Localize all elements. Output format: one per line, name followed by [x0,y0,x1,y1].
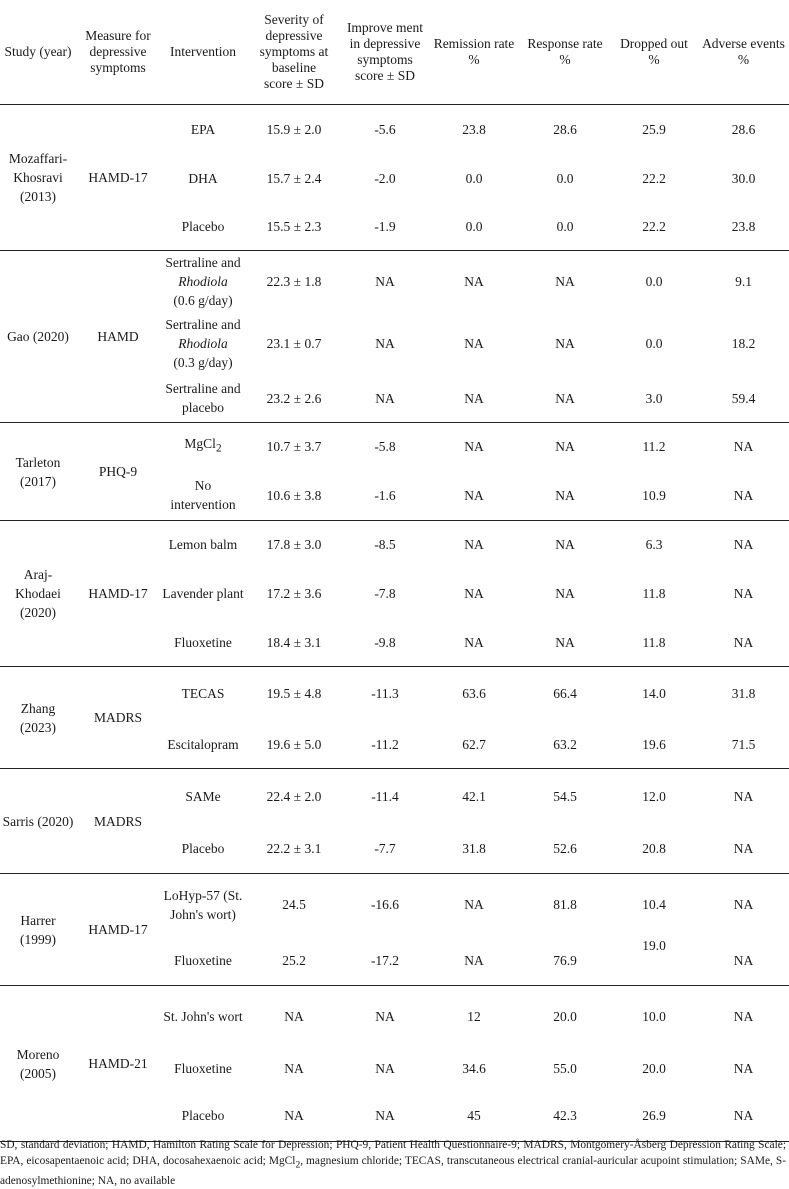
remission: 0.0 [465,171,483,186]
baseline: NA [284,1009,304,1025]
adverse-events: 31.8 [731,686,756,702]
baseline: NA [284,1107,304,1123]
dropped-out: 11.8 [642,586,666,601]
improvement: NA [375,274,395,290]
dropped-out: 12.0 [642,788,666,804]
intervention: SAMe [185,788,221,804]
intervention: Escitalopram [167,736,239,752]
adverse-events: NA [733,840,754,856]
adverse-events: NA [733,788,754,804]
study-group [0,769,789,874]
improvement: -11.3 [371,686,399,702]
response: NA [555,390,575,406]
response: 52.6 [553,840,577,856]
dropped-out: 10.4 [642,897,666,913]
remission: 45 [467,1107,481,1123]
dropped-out: 25.9 [642,122,666,138]
study-group [0,986,789,1142]
baseline: 15.5 ± 2.3 [266,218,322,234]
improvement: NA [375,1009,395,1025]
dropped-out: 14.0 [642,686,666,702]
adverse-events: NA [733,439,754,455]
improvement: -5.8 [374,439,396,455]
improvement: -11.4 [371,788,399,804]
adverse-events: NA [733,952,754,968]
study-name: Gao (2020) [7,329,69,344]
remission: 23.8 [462,122,486,138]
remission: NA [464,952,484,968]
baseline: 25.2 [282,952,306,968]
intervention: Fluoxetine [174,634,232,650]
header-intervention: Intervention [160,0,246,105]
adverse-events: 28.6 [731,122,756,138]
table-row [0,105,789,155]
baseline: 23.1 ± 0.7 [266,336,322,351]
remission: NA [464,897,484,913]
remission: NA [464,487,484,503]
remission: 12 [467,1009,481,1025]
adverse-events: NA [733,1107,754,1123]
table-row [0,667,789,721]
improvement: -1.6 [374,487,396,503]
response: 81.8 [553,897,577,913]
study-group [0,521,789,667]
improvement: -11.2 [371,736,399,752]
intervention: Lavender plant [162,586,244,601]
response: NA [555,537,575,553]
adverse-events: NA [733,634,754,650]
intervention: Placebo [181,1107,225,1123]
intervention: MgCl$_2$ [184,436,222,456]
adverse-events: NA [733,487,754,503]
measure: MADRS [93,710,142,725]
improvement: -8.5 [374,537,396,553]
dropped-out: 10.9 [642,487,666,503]
improvement: -1.9 [374,218,396,234]
intervention: Lemon balm [168,537,238,553]
measure: PHQ-9 [98,464,138,479]
header-measure: Measure for depressive symptoms [76,0,160,105]
baseline: 22.2 ± 3.1 [266,840,322,856]
adverse-events: 23.8 [731,218,756,234]
response: 66.4 [553,686,577,702]
intervention: LoHyp-57 (St. John's wort) [163,887,243,922]
baseline: 15.7 ± 2.4 [266,171,322,186]
baseline: 24.5 [282,897,306,913]
header-response: Response rate % [520,0,610,105]
response: 28.6 [553,122,577,138]
baseline: 22.3 ± 1.8 [266,274,322,290]
improvement: -7.7 [374,840,396,856]
study-group [0,105,789,251]
intervention: Fluoxetine [174,1061,232,1076]
baseline: 17.8 ± 3.0 [266,537,322,553]
adverse-events: 9.1 [735,274,752,290]
measure: HAMD-17 [88,922,148,937]
response: 54.5 [553,788,577,804]
response: 63.2 [553,736,577,752]
remission: 34.6 [462,1061,486,1076]
dropped-out: 11.8 [642,634,666,650]
intervention: Sertraline and Rhodiola (0.6 g/day) [165,255,241,309]
dropped-out: 0.0 [645,336,663,351]
adverse-events: 18.2 [731,336,756,351]
improvement: -16.6 [370,897,400,913]
baseline: NA [284,1061,304,1076]
dropped-out: 26.9 [642,1107,666,1123]
remission: NA [464,537,484,553]
study-name: Zhang (2023) [20,700,56,735]
response: 0.0 [556,218,574,234]
response: 0.0 [556,171,574,186]
adverse-events: NA [733,897,754,913]
intervention: St. John's wort [163,1009,243,1025]
response: 20.0 [553,1009,577,1025]
response: 42.3 [553,1107,577,1123]
remission: NA [464,390,484,406]
dropped-out: 3.0 [645,390,663,406]
remission: 31.8 [462,840,486,856]
study-group [0,667,789,769]
remission: NA [464,586,484,601]
adverse-events: NA [733,586,754,601]
remission: 63.6 [462,686,486,702]
remission: 42.1 [462,788,486,804]
study-name: Moreno (2005) [16,1046,60,1081]
dropped-out: 19.6 [642,736,666,752]
study-group [0,251,789,423]
study-name: Mozaffari-Khosravi (2013) [8,151,68,204]
response: NA [555,586,575,601]
table-row [0,874,789,936]
remission: NA [464,336,484,351]
dropped-out: 6.3 [645,537,663,553]
baseline: 19.5 ± 4.8 [266,686,322,702]
study-group [0,423,789,521]
response: NA [555,634,575,650]
baseline: 18.4 ± 3.1 [266,634,322,650]
study-group [0,874,789,986]
table-footnote: SD, standard deviation; HAMD, Hamilton Rating Scale for Depression; PHQ-9, Patient Health Questionnaire-9; MADRS, Montgomery-Åsberg Depression Rating Scale; EPA, eicosapentaenoic acid; DHA, docosahexaenoic acid; MgCl$_2$, magnesium chloride; TECAS, transcutaneous electrical cranial-auricular acupoint stimulation; SAMe, S-adenosylmethionine; NA, no available [0,1139,786,1188]
intervention: Placebo [181,218,225,234]
header-dropped: Dropped out % [610,0,698,105]
dropped-out: 22.2 [642,171,666,186]
dropped-out: 22.2 [642,218,666,234]
dropped-out: 20.8 [642,840,666,856]
improvement: -9.8 [374,634,396,650]
intervention: Fluoxetine [174,952,232,968]
baseline: 10.6 ± 3.8 [266,487,322,503]
remission: 0.0 [465,218,483,234]
remission: NA [464,439,484,455]
table-row [0,251,789,313]
intervention: DHA [188,171,218,186]
dropped-out: 20.0 [642,1061,666,1076]
table-row [0,986,789,1048]
remission: 62.7 [462,736,486,752]
header-remission: Remission rate % [428,0,520,105]
response: 76.9 [553,952,577,968]
measure: HAMD-17 [88,586,148,601]
table-header [0,0,789,105]
response: 55.0 [553,1061,577,1076]
response: NA [555,487,575,503]
header-adverse: Adverse events % [698,0,789,105]
header-study: Study (year) [0,0,76,105]
header-baseline: Severity of depressive symptoms at baseline score ± SD [246,0,342,105]
dropped-out: 19.0 [642,937,666,953]
response: NA [555,336,575,351]
measure: HAMD-17 [88,170,148,185]
adverse-events: NA [733,1061,754,1076]
intervention: TECAS [181,686,225,702]
intervention: Placebo [181,840,225,856]
improvement: NA [375,1061,395,1076]
adverse-events: 30.0 [731,171,756,186]
table-row [0,769,789,824]
study-name: Tarleton (2017) [15,454,61,489]
baseline: 23.2 ± 2.6 [266,390,322,406]
improvement: NA [375,1107,395,1123]
baseline: 10.7 ± 3.7 [266,439,322,455]
improvement: -5.6 [374,122,396,138]
improvement: -17.2 [370,952,400,968]
study-name: Araj-Khodaei (2020) [15,567,61,620]
adverse-events: NA [733,1009,754,1025]
adverse-events: NA [733,537,754,553]
improvement: NA [375,336,395,351]
baseline: 15.9 ± 2.0 [266,122,322,138]
table-row [0,521,789,569]
baseline: 22.4 ± 2.0 [266,788,322,804]
improvement: -2.0 [374,171,396,186]
intervention: EPA [190,122,216,138]
measure: HAMD-21 [88,1056,148,1071]
adverse-events: 71.5 [731,736,756,752]
remission: NA [464,634,484,650]
dropped-out: 0.0 [645,274,663,290]
intervention: Sertraline and placebo [165,381,241,416]
baseline: 17.2 ± 3.6 [266,586,322,601]
response: NA [555,439,575,455]
improvement: -7.8 [374,586,396,601]
intervention: Sertraline and Rhodiola (0.3 g/day) [165,317,241,370]
header-improve: Improve ment in depressive symptoms score ± SD [342,0,428,105]
measure: MADRS [93,813,142,829]
study-name: Harrer (1999) [20,912,56,947]
baseline: 19.6 ± 5.0 [266,736,322,752]
response: NA [555,274,575,290]
improvement: NA [375,390,395,406]
remission: NA [464,274,484,290]
table-row [0,423,789,471]
dropped-out: 11.2 [642,439,666,455]
intervention: No intervention [170,478,236,513]
dropped-out: 10.0 [642,1009,666,1025]
adverse-events: 59.4 [731,390,756,406]
study-name: Sarris (2020) [2,813,74,829]
measure: HAMD [97,329,139,344]
